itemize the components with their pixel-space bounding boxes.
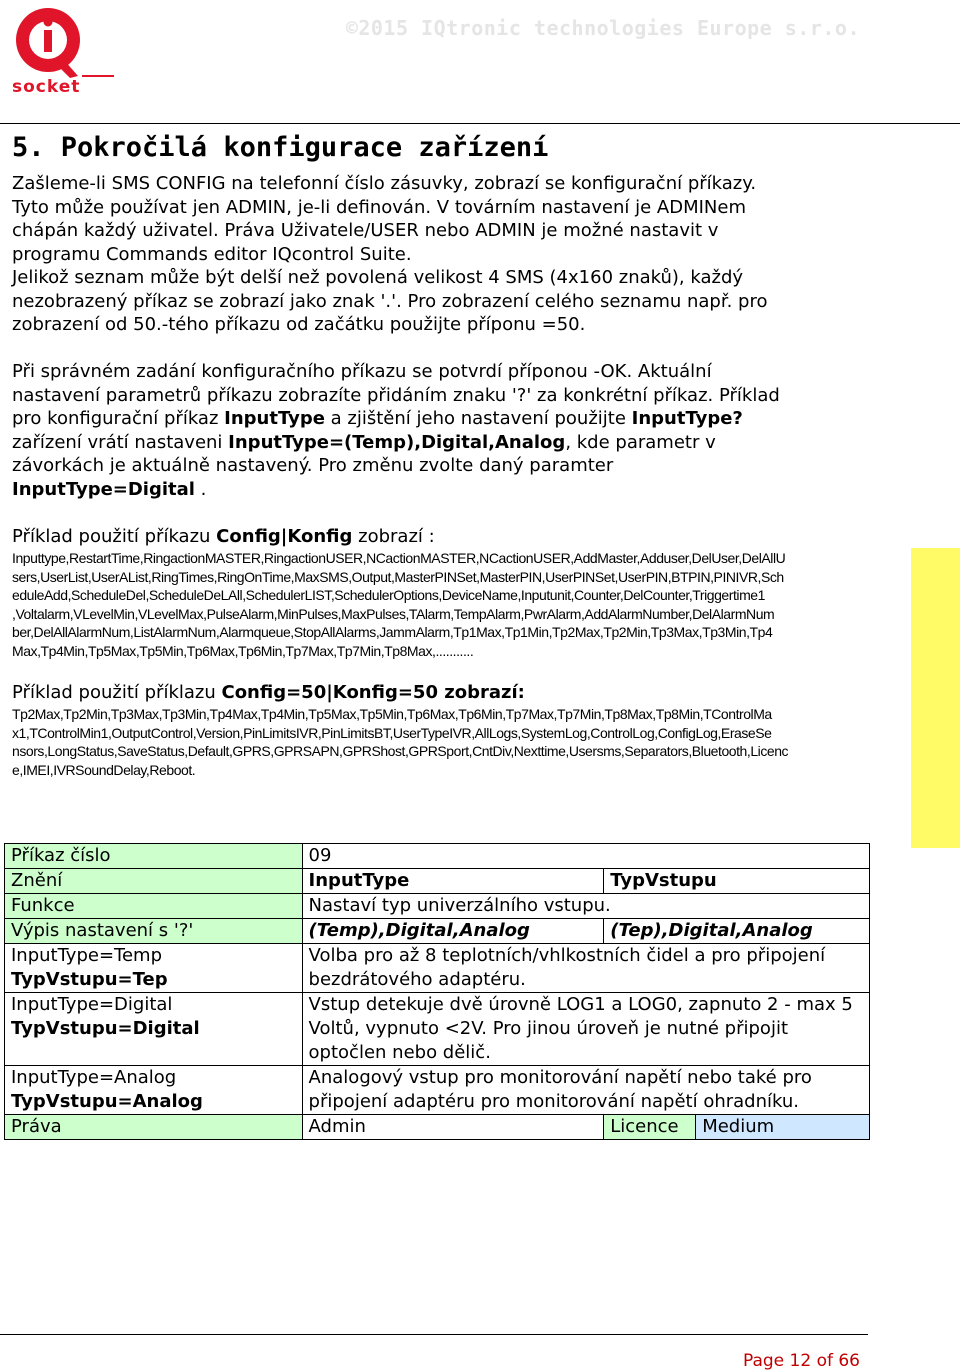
command-name: Config|Konfig [216,526,353,547]
logo-wordmark: socket [12,77,81,96]
logo-graphic [6,4,118,96]
config-line [12,407,872,431]
table-row [5,1115,870,1140]
config-line [12,431,872,455]
intro-line: Jelikož seznam může být delší než povolená velikost 4 SMS (4x160 znaků), každý [12,267,744,288]
intro-line: Tyto může používat jen ADMIN, je-li definován. V továrním nastavení je ADMINem [12,196,746,218]
option-label: TypVstupu=Analog [11,1091,203,1112]
output-line: eduleAdd,ScheduleDel,ScheduleDeLAll,SchedulerLIST,SchedulerOptions,DeviceName,Inputunit,Counter,DelCounter,Triggertime1 [12,587,765,603]
copyright-text: ©2015 IQtronic technologies Europe s.r.o. [345,16,860,40]
option-label: InputType=Analog [11,1067,177,1088]
command-name: InputType? [631,408,743,429]
output-line: Max,Tp4Min,Tp5Max,Tp5Min,Tp6Max,Tp6Min,Tp7Max,Tp7Min,Tp8Max,........... [12,642,474,659]
command-spec-table [4,843,870,1140]
intro-line: programu Commands editor IQcontrol Suite. [12,243,412,265]
page-number: Page 12 of 66 [742,1351,860,1371]
text-run: zařízení vrátí nastaveni [12,431,229,453]
table-row [5,944,870,993]
text-run: zobrazí : [352,526,435,547]
function-label: Funkce [5,894,303,919]
intro-line: Zašleme-li SMS CONFIG na telefonní číslo zásuvky, zobrazí se konfigurační příkazy. [12,173,757,194]
option-analog-desc: Analogový vstup pro monitorování napětí nebo také pro připojení adaptéru pro monitorování napětí ohradníku. [302,1066,869,1115]
wording-value-cz: TypVstupu [604,869,870,894]
option-label: InputType=Temp [11,945,163,966]
example2-heading [12,681,872,705]
intro-line: zobrazení od 50.-tého příkazu od začátku použijte příponu =50. [12,314,586,335]
output-line: sers,UserList,UserAList,RingTimes,RingOnTime,MaxSMS,Output,MasterPINSet,MasterPIN,UserPINSet,UserPIN,BTPIN,PINIVR,Sch [12,568,784,585]
text-run: Příklad použití příkazu [12,526,217,547]
config-line [12,478,872,502]
output-line: e,IMEI,IVRSoundDelay,Reboot. [12,761,196,778]
option-label: TypVstupu=Digital [11,1018,200,1039]
example2-output [12,705,788,779]
command-name: InputType=Digital [12,478,195,500]
text-run: Příklad použití příklazu [12,682,222,703]
example1-output [12,549,785,660]
table-row [5,1066,870,1115]
text-run: , kde parametr v [565,431,716,453]
table-row [5,869,870,894]
command-name: InputType [224,408,325,429]
table-row [5,993,870,1066]
intro-line: nezobrazený příkaz se zobrazí jako znak '.'. Pro zobrazení celého seznamu např. pro [12,290,768,312]
config-line: Při správném zadání konfiguračního příkazu se potvrdí příponou -OK. Aktuální [12,361,712,382]
output-line: nsors,LongStatus,SaveStatus,Default,GPRS,GPRSAPN,GPRShost,GPRSport,CntDiv,Nexttime,Usersms,Separators,Bluetooth,Licenc [12,743,789,759]
output-line: Tp2Max,Tp2Min,Tp3Max,Tp3Min,Tp4Max,Tp4Min,Tp5Max,Tp5Min,Tp6Max,Tp6Min,Tp7Max,Tp7Min,Tp8Max,Tp8Min,TControlMa [12,706,772,722]
example2-heading-line [12,681,872,705]
text-run: . [194,478,207,500]
rights-label: Práva [5,1115,303,1140]
text-run: pro konfigurační příkaz [12,408,225,429]
text-run: a zjištění jeho nastavení použijte [324,408,632,429]
option-temp-labels [5,944,303,993]
wording-value-en: InputType [302,869,604,894]
table-row [5,844,870,869]
option-temp-desc: Volba pro až 8 teplotních/vhlkostních čidel a pro připojení bezdrátového adaptéru. [302,944,869,993]
licence-value: Medium [696,1115,870,1140]
output-line: ,Voltalarm,VLevelMin,VLevelMax,PulseAlarm,MinPulses,MaxPulses,TAlarm,TempAlarm,PwrAlarm,AddAlarmNumber,DelAlarmNum [12,605,775,622]
footer-divider [0,1334,868,1335]
output-line: ber,DelAllAlarmNum,ListAlarmNum,Alarmqueue,StopAllAlarms,JammAlarm,Tp1Max,Tp1Min,Tp2Max,Tp2Min,Tp3Max,Tp3Min,Tp4 [12,624,773,640]
cmd-number-label: Příkaz číslo [5,844,303,869]
wording-label: Znění [5,869,303,894]
config-paragraph [12,360,872,501]
option-analog-labels [5,1066,303,1115]
example1-heading [12,525,872,549]
example1-heading-line [12,525,872,549]
cmd-number-value: 09 [302,844,869,869]
config-line: nastavení parametrů příkazu zobrazíte přidáním znaku '?' za konkrétní příkaz. Příklad [12,384,780,406]
iqsocket-logo [6,4,118,96]
output-line: x1,TControlMin1,OutputControl,Version,PinLimitsIVR,PinLimitsBT,UserTypeIVR,AllLogs,SystemLog,ControlLog,ConfigLog,EraseSe [12,724,772,741]
config-line: závorkách je aktuálně nastavený. Pro změnu zvolte daný paramter [12,455,614,476]
header-divider [0,123,960,124]
listing-value-cz: (Tep),Digital,Analog [604,919,870,944]
option-digital-labels [5,993,303,1066]
option-label: InputType=Digital [11,994,173,1015]
command-response: InputType=(Temp),Digital,Analog [228,431,566,453]
option-digital-desc: Vstup detekuje dvě úrovně LOG1 a LOG0, zapnuto 2 - max 5 Voltů, vypnuto <2V. Pro jinou úroveň je nutné připojit optočlen nebo dělič. [302,993,869,1066]
table-row [5,919,870,944]
command-name: Config=50|Konfig=50 zobrazí: [221,682,525,703]
licence-label: Licence [604,1115,696,1140]
rights-value: Admin [302,1115,604,1140]
table-row [5,894,870,919]
option-label: TypVstupu=Tep [11,969,168,990]
function-value: Nastaví typ univerzálního vstupu. [302,894,869,919]
side-marker [911,548,960,848]
section-title: 5. Pokročilá konfigurace zařízení [12,132,549,163]
intro-line: chápán každý uživatel. Práva Uživatele/USER nebo ADMIN je možné nastavit v [12,220,719,241]
output-line: Inputtype,RestartTime,RingactionMASTER,RingactionUSER,NCactionMASTER,NCactionUSER,AddMaster,Adduser,DelUser,DelAllU [12,550,786,566]
intro-paragraph [12,172,872,337]
listing-value-en: (Temp),Digital,Analog [302,919,604,944]
listing-label: Výpis nastavení s '?' [5,919,303,944]
